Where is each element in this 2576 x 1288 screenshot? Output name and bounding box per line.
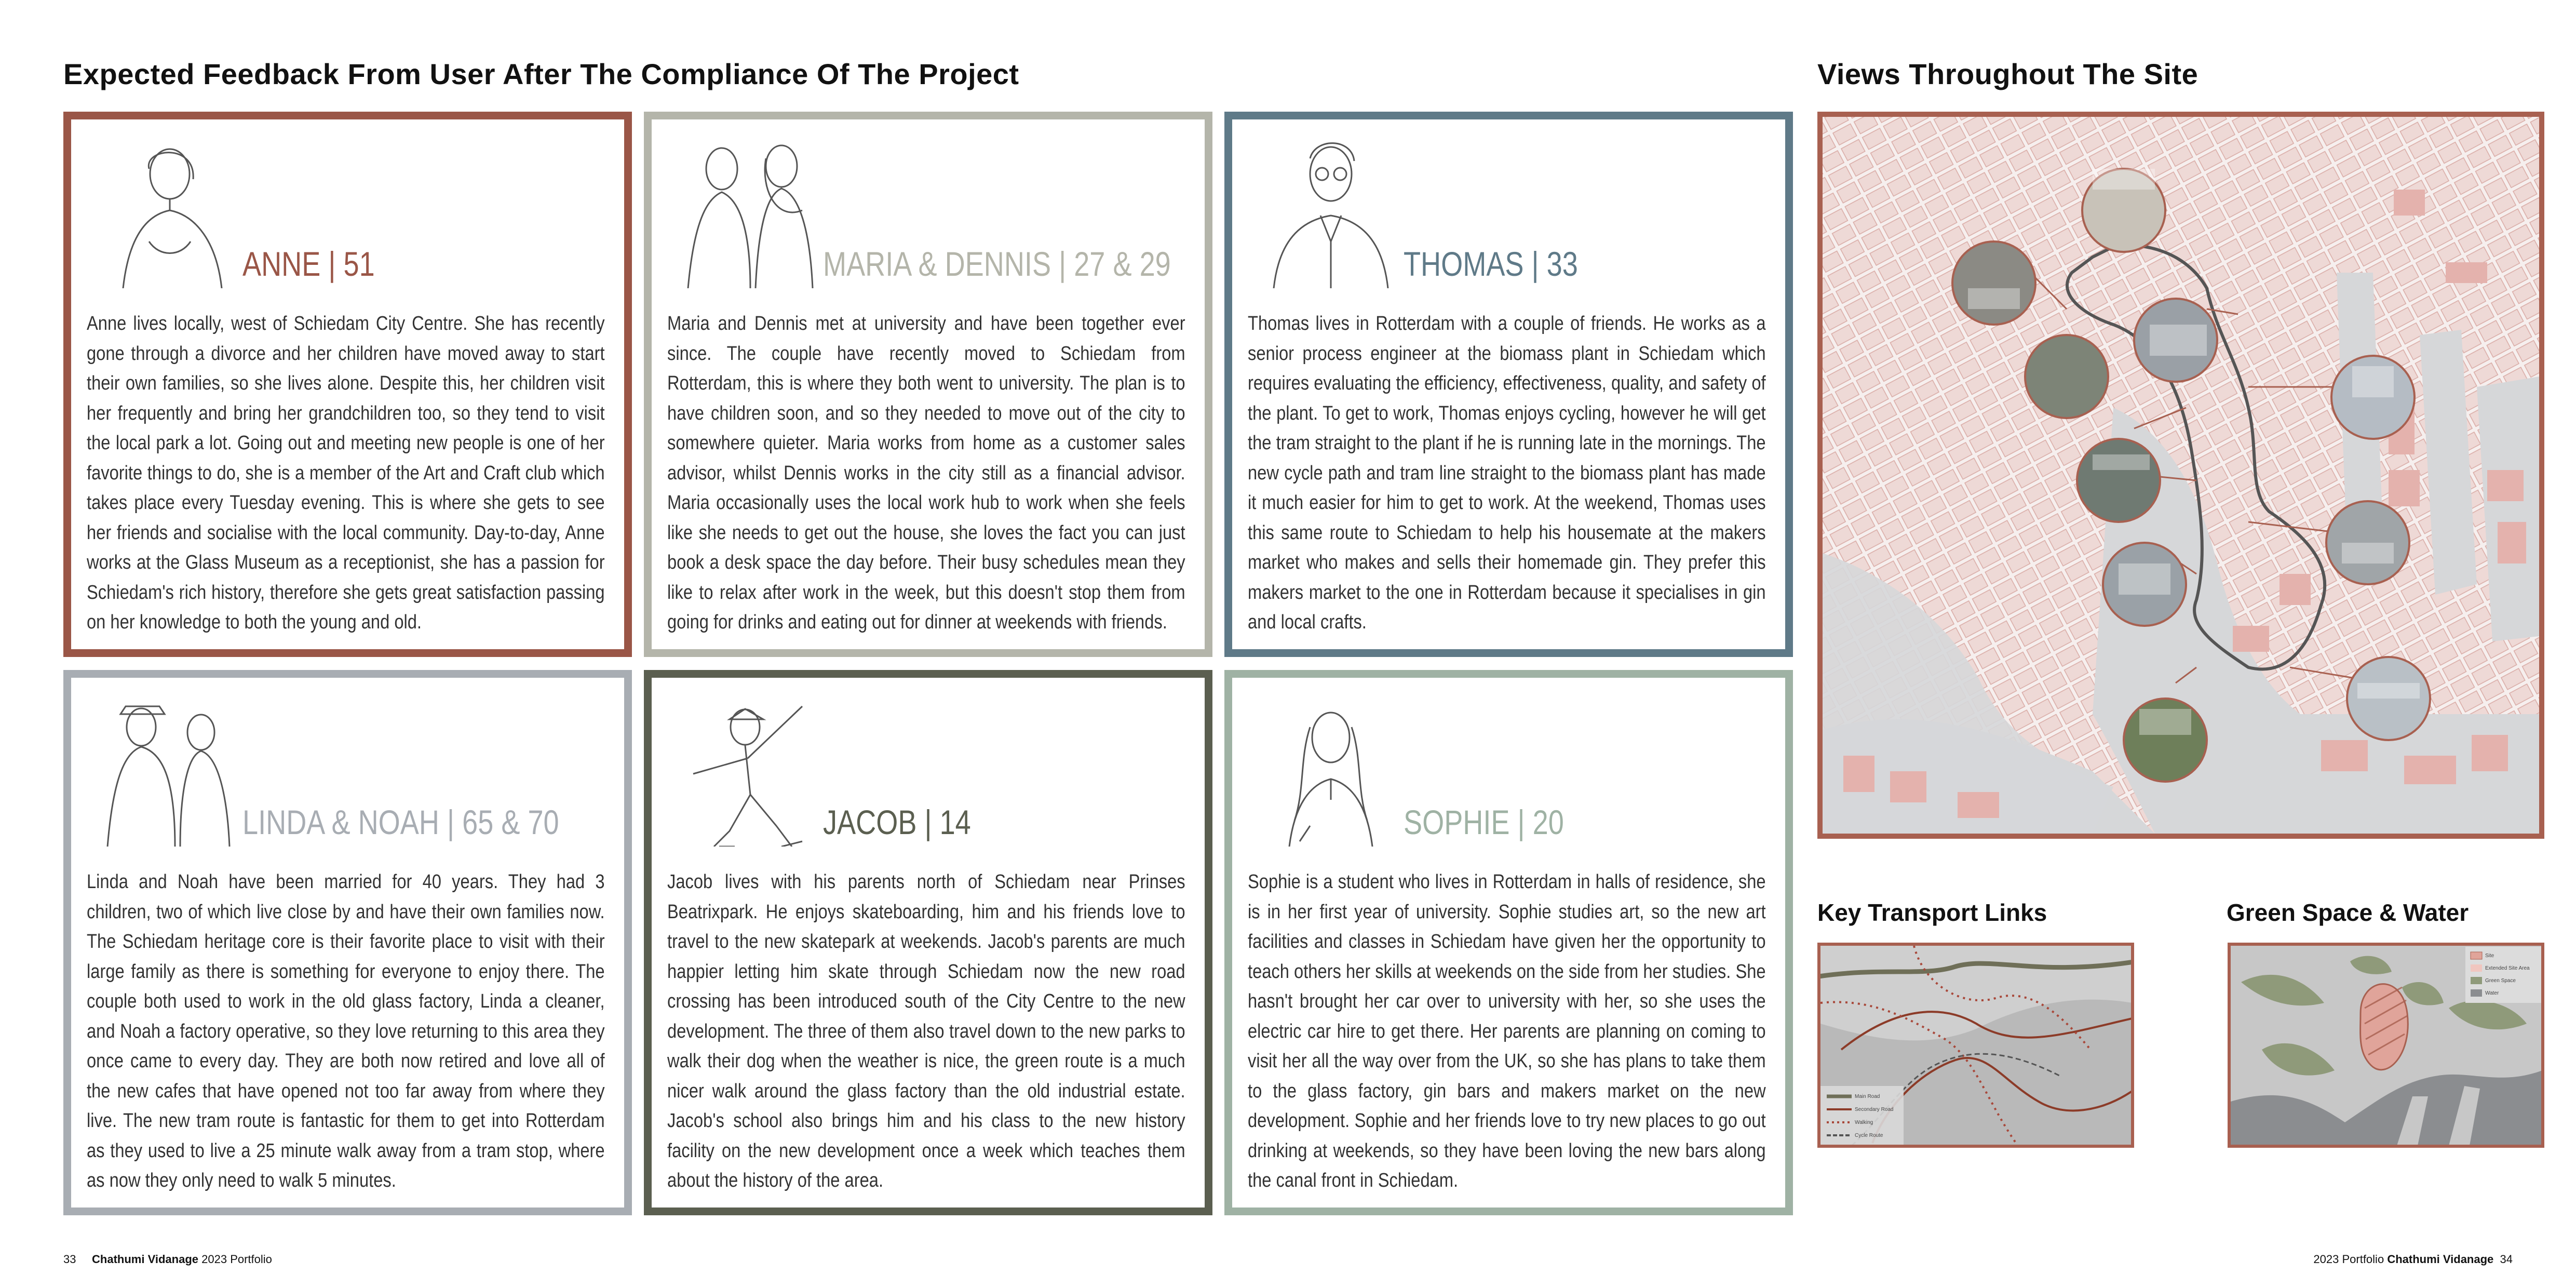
persona-name-text: ANNE xyxy=(242,245,321,283)
portfolio-label-left: 2023 Portfolio xyxy=(201,1253,272,1266)
legend-extended-site: Extended Site Area xyxy=(2485,965,2530,971)
author-name-left: Chathumi Vidanage xyxy=(92,1253,199,1266)
persona-name xyxy=(242,244,375,284)
persona-card xyxy=(644,112,1212,657)
page-number-right: 34 xyxy=(2500,1253,2513,1266)
persona-age: 27 & 29 xyxy=(1074,245,1171,283)
transport-heading: Key Transport Links xyxy=(1817,899,2047,926)
site-views-map xyxy=(1817,112,2544,839)
author-name-right: Chathumi Vidanage xyxy=(2387,1253,2494,1266)
persona-bio: Maria and Dennis met at university and have been together ever since. The couple have recently moved to Schiedam from Rotterdam, this is where they both went to university. The plan is to have children soon, and so they needed to move out of the city to somewhere quieter. Maria works from home as a customer sales advisor, whilst Dennis works in the city still as a financial advisor. Maria occasionally uses the local work hub to work when she feels like she needs to get out the house, she loves the fact you can just book a desk space the day before. Their busy schedules mean they like to relax after work in the week, but this doesn't stop them from going for drinks and eating out for dinner at weekends with friends. xyxy=(667,313,1185,633)
persona-name xyxy=(823,802,971,842)
page-number-left: 33 xyxy=(63,1253,76,1266)
persona-sketch xyxy=(672,696,828,847)
persona-name xyxy=(823,244,1171,284)
persona-sketch xyxy=(672,138,828,288)
persona-bio: Jacob lives with his parents north of Schiedam near Prinses Beatrixpark. He enjoys skateboarding, him and his friends love to travel to the new skatepark at weekends. Jacob's parents are much happier letting him skate through Schiedam now the new road crossing has been introduced south of the City Centre to the new development. The three of them also travel down to the new parks to walk their dog when the weather is nice, the green route is a much nicer walk around the glass factory than the old industrial estate. Jacob's school also brings him and his class to the new history facility on the new development once a week which teaches them about the history of the area. xyxy=(667,871,1185,1191)
name-separator: | xyxy=(1051,245,1074,283)
persona-card xyxy=(644,670,1212,1215)
transport-map xyxy=(1817,943,2134,1148)
name-separator: | xyxy=(1523,245,1547,283)
persona-card xyxy=(1224,670,1793,1215)
persona-name xyxy=(1404,244,1578,284)
persona-bio: Sophie is a student who lives in Rotterdam in halls of residence, she is in her first year of university. Sophie studies art, so the new art facilities and classes in Schiedam have given her the opportunity to teach others her skills at weekends on the side from her studies. She hasn't brought her car over to university with her, so she uses the electric car hire to get there. Her parents are planning on coming to visit her all the way over from the UK, so she has plans to take them to the glass factory, gin bars and makers market on the new development. Sophie and her friends love to try new places to go out drinking at weekends, so they have been loving the new bars along the canal front in Schiedam. xyxy=(1248,871,1766,1191)
persona-card xyxy=(1224,112,1793,657)
legend-walking: Walking xyxy=(1855,1120,1873,1125)
legend-secondary-road: Secondary Road xyxy=(1855,1107,1894,1112)
persona-bio: Linda and Noah have been married for 40 years. They had 3 children, two of which live close by and have their own families now. The Schiedam heritage core is their favorite place to visit with their large family as there is something for everyone to enjoy there. The couple both used to work in the old glass factory, Linda a cleaner, and Noah a factory operative, so they love returning to this area they once came to every day. They are both now retired and love all of the new cafes that have opened not too far away from where they live. The new tram route is fantastic for them to get into Rotterdam as they used to live a 25 minute walk away from a tram stop, where as now they only need to walk 5 minutes. xyxy=(87,871,605,1191)
persona-name-text: THOMAS xyxy=(1404,245,1524,283)
name-separator: | xyxy=(320,245,344,283)
green-space-map xyxy=(2228,943,2544,1148)
legend-site: Site xyxy=(2485,953,2494,959)
feedback-heading: Expected Feedback From User After The Compliance Of The Project xyxy=(63,58,1019,90)
persona-sketch xyxy=(1253,696,1409,847)
persona-sketch xyxy=(92,696,248,847)
persona-age: 20 xyxy=(1532,803,1564,841)
persona-name-text: JACOB xyxy=(823,803,917,841)
persona-sketch xyxy=(92,138,248,288)
persona-name xyxy=(242,802,559,842)
green-space-heading: Green Space & Water xyxy=(2227,899,2469,926)
persona-age: 14 xyxy=(939,803,971,841)
persona-card xyxy=(63,670,632,1215)
persona-bio: Anne lives locally, west of Schiedam City Centre. She has recently gone through a divorce and her children have moved away to start their own families, so she lives alone. Despite this, her children visit her frequently and bring her grandchildren too, so they tend to visit the local park a lot. Going out and meeting new people is one of her favorite things to do, she is a member of the Art and Craft club which takes place every Tuesday evening. This is where she gets to see her friends and socialise with the local community. Day-to-day, Anne works at the Glass Museum as a receptionist, she has a passion for Schiedam's rich history, therefore she gets great satisfaction passing on her knowledge to both the young and old. xyxy=(87,313,605,633)
legend-main-road: Main Road xyxy=(1855,1094,1880,1099)
footer-left xyxy=(63,1253,272,1266)
persona-name-text: SOPHIE xyxy=(1404,803,1510,841)
name-separator: | xyxy=(439,803,463,841)
persona-age: 65 & 70 xyxy=(462,803,559,841)
transport-legend xyxy=(1855,1090,1894,1142)
legend-water: Water xyxy=(2485,990,2499,996)
site-map-drawing xyxy=(1823,117,2539,834)
name-separator: | xyxy=(1509,803,1533,841)
persona-name xyxy=(1404,802,1564,842)
persona-age: 33 xyxy=(1546,245,1578,283)
persona-age: 51 xyxy=(343,245,375,283)
persona-card xyxy=(63,112,632,657)
views-heading: Views Throughout The Site xyxy=(1817,58,2199,90)
green-legend xyxy=(2485,950,2530,1000)
legend-green-space: Green Space xyxy=(2485,978,2516,984)
persona-name-text: LINDA & NOAH xyxy=(242,803,439,841)
name-separator: | xyxy=(916,803,940,841)
legend-cycle-route: Cycle Route xyxy=(1855,1133,1883,1138)
footer-right xyxy=(2313,1253,2513,1266)
persona-bio: Thomas lives in Rotterdam with a couple of friends. He works as a senior process engineer at the biomass plant in Schiedam which requires evaluating the efficiency, effectiveness, quality, and safety of the plant. To get to work, Thomas enjoys cycling, however he will get the tram straight to the plant if he is running late in the mornings. The new cycle path and tram line straight to the biomass plant has made it much easier for him to get to work. At the weekend, Thomas uses this same route to Schiedam to help his housemate at the makers market who makes and sells their homemade gin. They prefer this makers market to the one in Rotterdam because it specialises in gin and local crafts. xyxy=(1248,313,1766,633)
persona-name-text: MARIA & DENNIS xyxy=(823,245,1051,283)
portfolio-label-right: 2023 Portfolio xyxy=(2313,1253,2384,1266)
persona-sketch xyxy=(1253,138,1409,288)
